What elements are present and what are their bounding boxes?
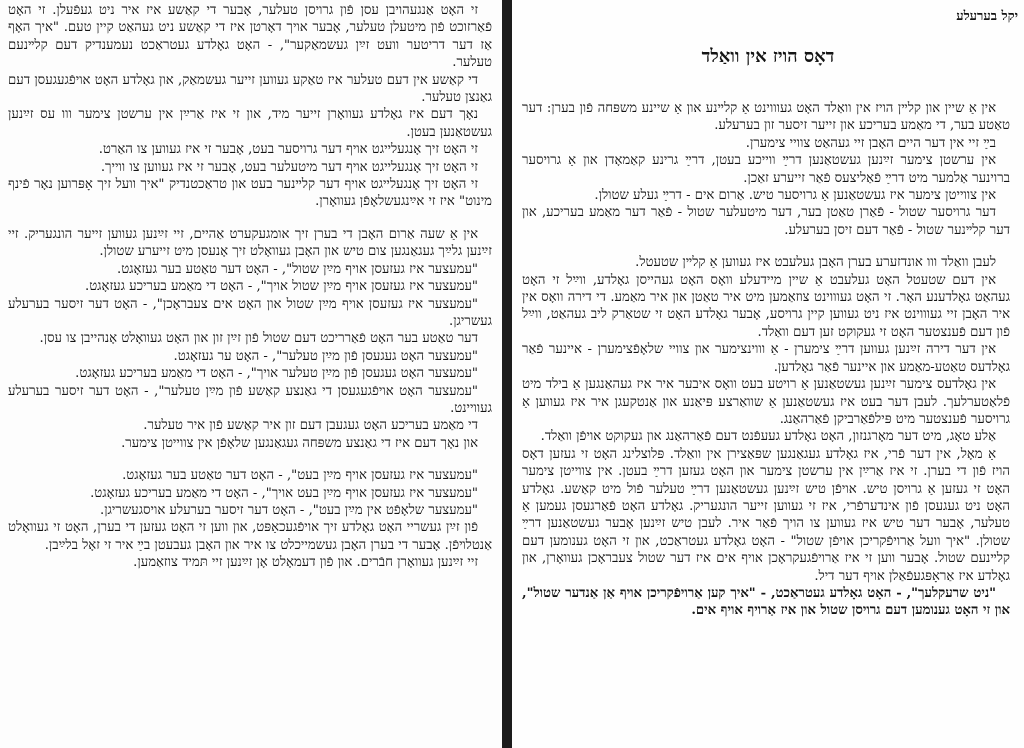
section-gap: [8, 211, 492, 226]
right-page: [512, 0, 1024, 748]
paragraph: די קאַשע אין דעם טעלער איז טאַקע געווען זייער געשמאַק, און גאָלדע האָט אויפֿגעגעסן דעם גאַנצן טעלער.: [8, 72, 492, 106]
paragraph: לעבן וואַלד ווו אונדזערע בערן האָבן געלעבט איז געווען אַ קלײן שטעטל.: [635, 255, 996, 271]
paragraph: פֿון זײַן געשריי האָט גאָלדע זיך אויפֿגעכאַפּט, און ווען זי האָט געזען די בערן, האָט זי געוואָלט אַנטלױפֿן. אָבער די בערן האָבן געשמייכלט צו איר און האָבן געבעטן בײַ איר זי זאָל בלײַבן.: [8, 520, 492, 553]
paragraph: זי האָט זיך אָנגעלייגט אויף דער קלײנער בעט און טראַכטנדיק "איך וועל זיך אָפּרוען נאָר פֿינף מינוט" איז זי אײַנגעשלאָפֿן געוואָרן.: [8, 177, 492, 210]
page-gutter: [502, 0, 512, 748]
paragraph: אין אַ שעה אַרום האָבן די בערן זיך אומגעקערט אַהיים, זיי זײַנען געווען זייער הונגעריק. זיי זײַנען גלײַך געגאַנגען צום טיש און האָבן געוואָלט זיך אָנעסן מיט זייערע שטולן.: [8, 226, 492, 260]
paragraph: "עמעצער שלאָפֿט אין מײַן בעט", - האָט דער זיסער בערעלע אויסגעשריגן.: [100, 502, 478, 518]
paragraph: אַ מאָל, אין דער פֿרי, איז גאָלדע געגאַנגען שפּאַצירן אין וואַלד. פּלוצלינג האָט זי געזען דאָס הויז פֿון די בערן. זי איז אַרײַן אין ערשטן צימער און האָט געזען דרײַ בעטן. אין צווייטן צימער האָט זי געזען אַ גרויסן טיש. אויפֿן טיש זײַנען געשטאַנען דרײַ טעלער פֿול מיט קאַשע. גאָלדע האָט ניט געגעסן פֿון אינדערפֿרי, איז זי געווען זייער הונגעריק. גאָלדע האָט פֿאַרגעסן געמען אַ טעלער, אָבער דער טיש איז געווען צו הויך פֿאַר איר. לעבן טיש זײַנען אָבער געשטאַנען דרײַ שטולן. "איך וועל אַרויפֿקריכן אויפֿן שטול" - האָט גאָלדע געטראַכט, און זי האָט גענומען דעם קלײנעם שטול. אָבער ווען זי איז אַרויפֿגעקראָכן אויף אים איז דער שטול צעבראָכן געוואָרן, און גאָלדע איז אַראָפּגעפֿאַלן אויף דער דיל.: [522, 446, 1010, 584]
story-title: דאָס הויז אין וואַלד: [701, 46, 835, 67]
paragraph: אין דער דירה זײַנען געווען דרײַ צימערן - אַ וווינצימער און צוויי שלאָפֿצימערן - איינער פֿאַר גאָלדעס טאַטע-מאַמע און איינער פֿאַר גאָלדען.: [522, 342, 1010, 375]
paragraph: "עמעצער איז געזעסן אויף מײַן שטול אויך", - האָט די מאַמע בעריכע געזאָגט.: [85, 279, 478, 295]
paragraph: "ניט שרעקלעך", - האָט גאָלדע געטראַכט, - "איך קען אַרויפֿקריכן אויף אַן אַנדער שטול", און זי האָט גענומען דעם גרויסן שטול און איז אַרויף אויף אים.: [522, 585, 1010, 619]
paragraph: אין גאָלדעס צימער זײַנען געשטאַנען אַ רויטע בעט וואָס איבער איר איז געהאַנגען אַ בילד מיט פֿלאַטערלעך. לעבן דער בעט איז געשטאַנען אַ שוואַרצע פּיאַנע און אַנטקעגן איר איז געווען אַ גרויסער פֿענצטער מיט פּילפֿאַרביקן פֿאַרהאַנג.: [522, 377, 1010, 427]
left-page: [0, 0, 502, 748]
paragraph: זיי זײַנען געוואָרן חבֿרים. און פֿון דעמאָלט אָן זײַנען זיי תּמיד צוזאַמען.: [133, 555, 478, 571]
paragraph: "עמעצער איז געזעסן אויף מײַן שטול", - האָט דער טאַטע בער געזאָגט.: [117, 261, 478, 277]
paragraph: "עמעצער האָט געגעסן פֿון מײַן טעלער", - האָט ער געזאָגט.: [173, 348, 478, 364]
paragraph: אין אַ שיין און קלײן הויז אין וואַלד האָט געוווינט אַ קלײנע און אַ שיינע משפּחה פֿון בערן: דער טאַטע בער, די מאַמע בעריכע און זייער זיסער זון בערעלע.: [522, 101, 1010, 134]
paragraph: "עמעצער איז געזעסן אויף מײַן בעט", - האָט דער טאַטע בער געזאָגט.: [122, 468, 478, 484]
paragraph: אין ערשטן צימער זײַנען געשטאַנען דרײַ ווייכע בעטן, דרײַ גרינע קאַמאָדן און אַ גרויסער ברוינער אַלמער מיט דרײַ פֿאַליצעס פֿאַר זייערע זאַכן.: [522, 153, 1010, 186]
paragraph: זי האָט אַנגעהויבן עסן פֿון גרויסן טעלער, אָבער די קאַשע איז איר ניט געפֿעלן. זי האָט פֿאַרזוכט פֿון מיטעלן טעלער, אָבער אויך דאָרטן איז די קאַשע ניט געהאַט קיין טעם. "איך האָף אַז דער דריטער וועט זײַן געשמאַקער", - האָט גאָלדע געטראַכט נעמענדיק דעם קלײנעם טעלער.: [8, 3, 492, 71]
paragraph: בײַ זיי אין דער היים האָבן זיי געהאַט צוויי צימערן.: [745, 135, 996, 151]
right-page-text: [522, 100, 1010, 620]
section-gap: [8, 452, 492, 467]
paragraph: "עמעצער האָט געגעסן פֿון מײַן טעלער אויך", - האָט די מאַמע בעריכע געזאָגט.: [75, 366, 478, 382]
paragraph: "עמעצער איז געזעסן אויף מײַן שטול און האָט אים צעבראָכן", - האָט דער זיסער בערעלע געשריגן.: [8, 296, 492, 329]
section-gap: [522, 239, 1010, 254]
paragraph: נאָך דעם איז גאָלדע געוואָרן זייער מיד, און זי איז אַרײַן אין ערשטן צימער ווו עס זײַנען געשטאַנען בעטן.: [8, 107, 492, 140]
paragraph: אַלע טאָג, מיט דער מאָרגנזון, האָט גאָלדע געעפֿנט דעם פֿאַרהאַנג און געקוקט אויפֿן וואַלד.: [540, 429, 996, 445]
left-page-text: [8, 2, 492, 572]
paragraph: די מאַמע בעריכע האָט געגעבן דעם זון איר קאַשע פֿון איר טעלער.: [143, 418, 478, 434]
paragraph: "עמעצער איז געזעסן אויף מײַן בעט אויך", - האָט די מאַמע בעריכע געזאָגט.: [90, 485, 478, 501]
running-header: יקל בערעלע: [956, 9, 1018, 24]
paragraph: דער טאַטע בער האָט פֿאַרריכט דעם שטול פֿון זײַן זון און האָט געוואָלט אָנהייבן צו עסן.: [39, 331, 478, 347]
paragraph: דער גרויסער שטול - פֿאַרן טאַטן בער, דער מיטעלער שטול - פֿאַר דער מאַמע בעריכע, און דער קלײנער שטול - פֿאַר דעם זיסן בערעלע.: [522, 205, 1010, 238]
paragraph: און נאָך דעם איז די גאַנצע משפּחה געגאַנגען שלאָפֿן אין צווייטן צימער.: [121, 435, 478, 451]
paragraph: "עמעצער האָט אויפֿגעגעסן די גאַנצע קאַשע פֿון מײַן טעלער", - האָט דער זיסער בערעלע געוויינט.: [8, 383, 492, 416]
paragraph: זי האָט זיך אָנגעלייגט אויף דער מיטעלער בעט, אָבער זי איז געווען צו ווייך.: [100, 159, 478, 175]
paragraph: זי האָט זיך אָנגעלייגט אויף דער גרויסער בעט, אָבער זי איז געווען צו האַרט.: [98, 142, 478, 158]
paragraph: אין צווייטן צימער איז געשטאַנען אַ גרויסער טיש. אַרום אים - דרײַ געלע שטולן.: [594, 188, 996, 204]
paragraph: אין דעם שטעטל האָט געלעבט אַ שיין מיידעלע וואָס האָט געהייסן גאָלדע, ווײַל זי האָט געהאַט גאָלדענע האָר. זי האָט געוווינט צוזאַמען מיט איר טאַטן און איר מאַמע. די דירה וואָס אין איר האָבן זיי געוווינט איז ניט געווען קיין גרויסע, אָבער גאָלדע האָט זי שטאַרק ליב געהאַט, ווײַל פֿון דעם פֿענצטער האָט זי געקוקט זען דעם וואַלד.: [522, 272, 1010, 340]
